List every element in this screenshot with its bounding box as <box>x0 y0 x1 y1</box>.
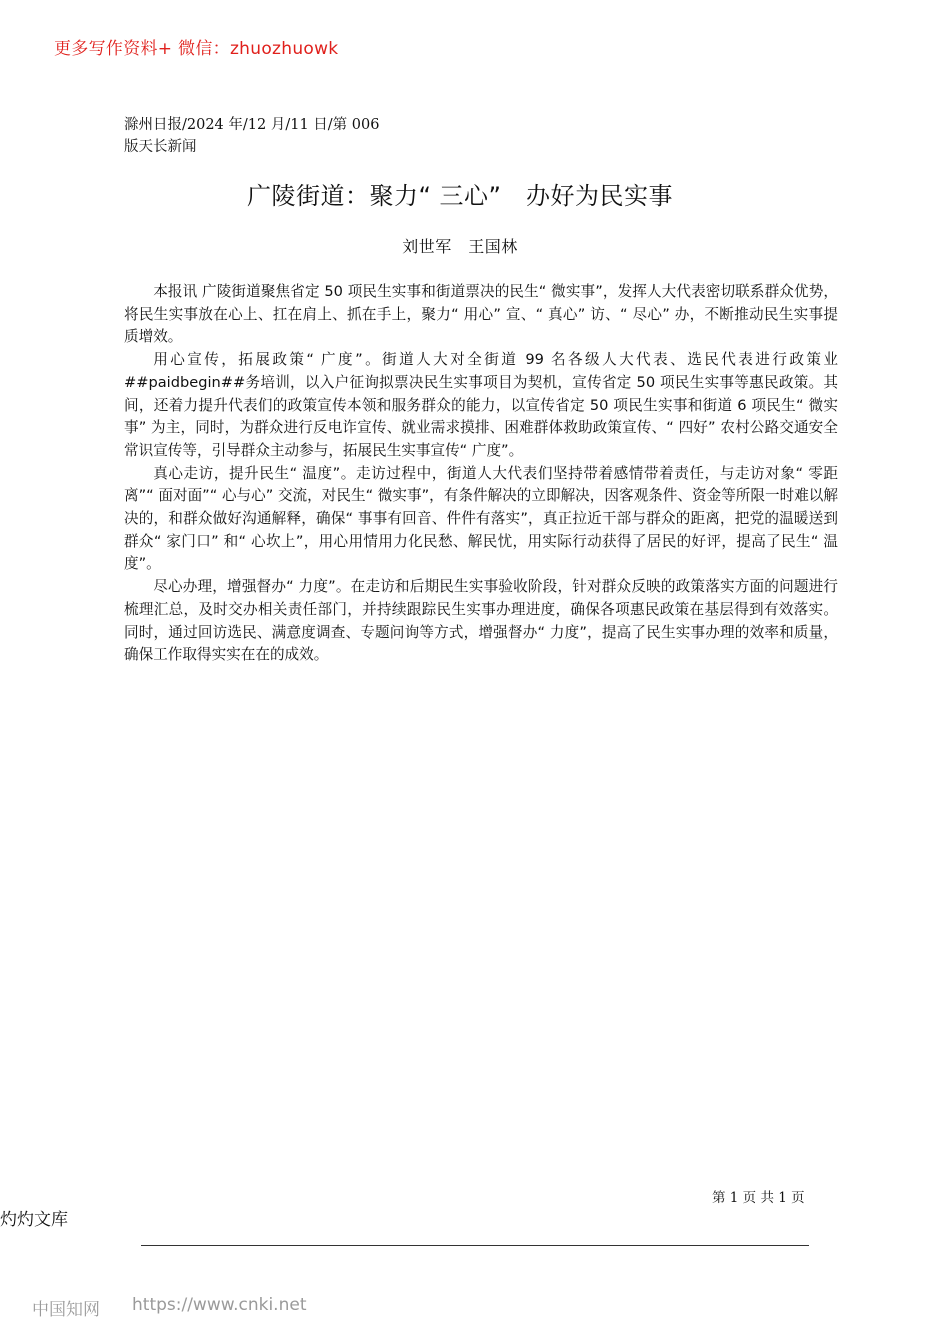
article-title: 广陵街道：聚力“ 三心” 办好为民实事 <box>247 182 673 210</box>
promo-banner: 更多写作资料+ 微信：zhuozhuowk <box>54 39 339 59</box>
article-paragraph: 用心宣传，拓展政策“ 广度”。街道人大对全街道 99 名各级人大代表、选民代表进行政策业##paidbegin##务培训，以入户征询拟票决民生实事项目为契机，宣传省定 50 项民生实事等惠民政策。其间，还着力提升代表们的政策宣传本领和服务群众的能力，以宣传省定 50 项民生实事和街道 6 项民生“ 微实事” 为主，同时，为群众进行反电诈宣传、就业需求摸排、困难群体救助政策宣传、“ 四好” 农村公路交通安全常识宣传等，引导群众主动参与，拓展民生实事宣传“ 广度”。 <box>124 351 838 459</box>
article-paragraph: 真心走访，提升民生“ 温度”。走访过程中，街道人大代表们坚持带着感情带着责任，与走访对象“ 零距离”“ 面对面”“ 心与心” 交流，对民生“ 微实事”，有条件解决的立即解决，因客观条件、资金等所限一时难以解决的，和群众做好沟通解释，确保“ 事事有回音、件件有落实”，真正拉近干部与群众的距离，把党的温暖送到群众“ 家门口” 和“ 心坎上”，用心用情用力化民愁、解民忧，用实际行动获得了居民的好评，提高了民生“ 温度”。 <box>124 464 838 573</box>
page-number: 第 1 页 共 1 页 <box>712 1190 805 1206</box>
footer-divider <box>141 1245 809 1246</box>
library-watermark: 灼灼文库 <box>0 1210 68 1230</box>
cnki-url[interactable]: https://www.cnki.net <box>132 1295 307 1315</box>
article-authors: 刘世军 王国林 <box>402 237 518 256</box>
article-paragraph: 本报讯 广陵街道聚焦省定 50 项民生实事和街道票决的民生“ 微实事”，发挥人大代表密切联系群众优势，将民生实事放在心上、扛在肩上、抓在手上，聚力“ 用心” 宣、“ 真心” 访、“ 尽心” 办，不断推动民生实事提质增效。 <box>124 283 838 346</box>
publication-source: 滁州日报/2024 年/12 月/11 日/第 006 <box>124 117 380 133</box>
publication-section: 版天长新闻 <box>124 139 197 155</box>
article-body <box>124 281 838 667</box>
cnki-logo: 中国知网 <box>32 1300 100 1320</box>
article-paragraph: 尽心办理，增强督办“ 力度”。在走访和后期民生实事验收阶段，针对群众反映的政策落实方面的问题进行梳理汇总，及时交办相关责任部门，并持续跟踪民生实事办理进度，确保各项惠民政策在基层得到有效落实。同时，通过回访选民、满意度调查、专题问询等方式，增强督办“ 力度”，提高了民生实事办理的效率和质量，确保工作取得实实在在的成效。 <box>124 578 838 664</box>
publication-meta <box>124 114 379 158</box>
